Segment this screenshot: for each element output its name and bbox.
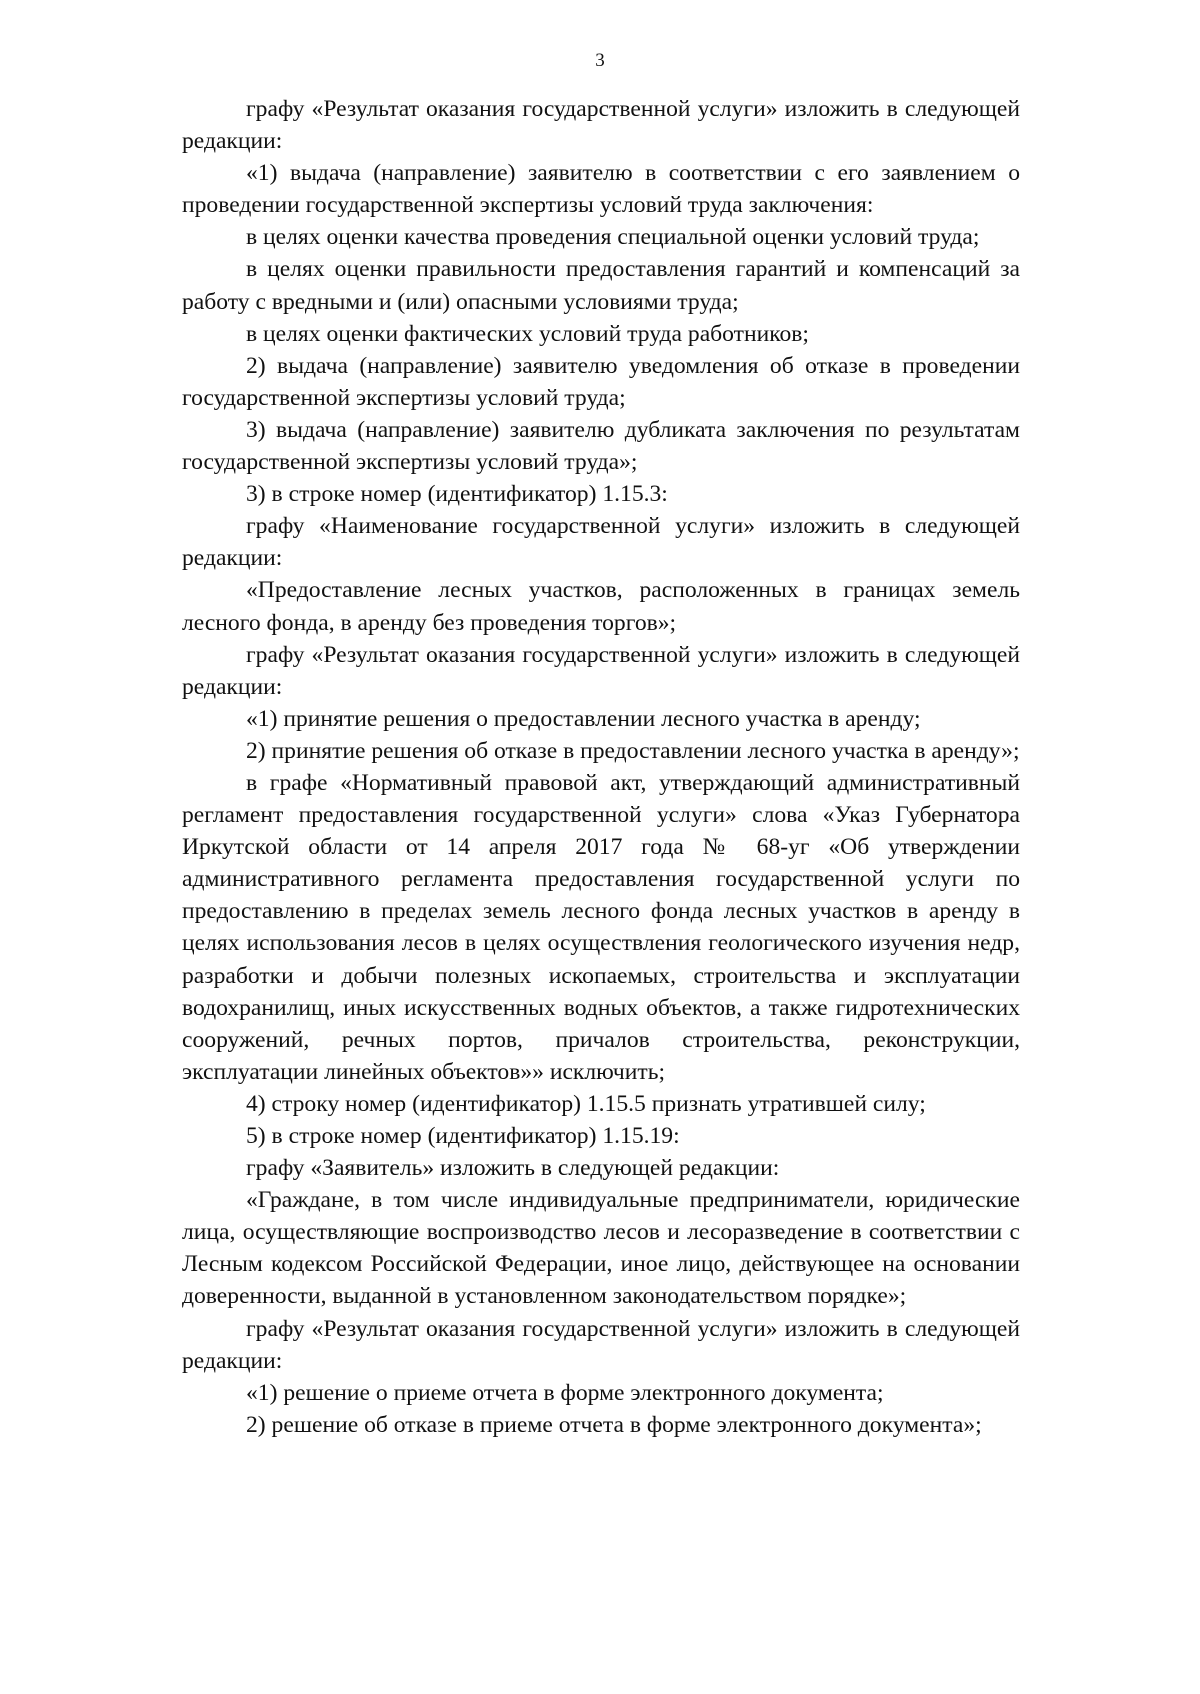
paragraph: графу «Результат оказания государственной услуги» изложить в следующей редакции: [182,1315,1020,1374]
paragraph: «1) решение о приеме отчета в форме электронного документа; [246,1379,884,1406]
document-body [182,93,1020,1441]
paragraph: 3) выдача (направление) заявителю дубликата заключения по результатам государственной экспертизы условий труда»; [182,416,1020,476]
paragraph: 2) решение об отказе в приеме отчета в форме электронного документа»; [246,1411,982,1438]
paragraph: в целях оценки фактических условий труда работников; [246,320,809,347]
paragraph: 2) принятие решения об отказе в предоставлении лесного участка в аренду»; [246,737,1020,764]
paragraph: «1) принятие решения о предоставлении лесного участка в аренду; [246,705,921,732]
paragraph: графу «Наименование государственной услуги» изложить в следующей редакции: [182,513,1020,572]
paragraph: в целях оценки правильности предоставления гарантий и компенсаций за работу с вредными и (или) опасными условиями труда; [182,256,1020,315]
paragraph: графу «Результат оказания государственной услуги» изложить в следующей редакции: [182,96,1020,155]
paragraph: «1) выдача (направление) заявителю в соответствии с его заявлением о проведении государственной экспертизы условий труда заключения: [182,160,1020,219]
paragraph: «Граждане, в том числе индивидуальные предприниматели, юридические лица, осуществляющие воспроизводство лесов и лесоразведение в соответствии с Лесным кодексом Российской Федерации, иное лицо, действующее на основании доверенности, выданной в установленном законодательством порядке»; [182,1187,1020,1310]
page-number: 3 [595,50,605,71]
paragraph: 2) выдача (направление) заявителю уведомления об отказе в проведении государственной экспертизы условий труда; [182,352,1020,411]
paragraph: «Предоставление лесных участков, расположенных в границах земель лесного фонда, в аренду без проведения торгов»; [182,577,1020,636]
paragraph: в целях оценки качества проведения специальной оценки условий труда; [246,224,980,251]
paragraph: 3) в строке номер (идентификатор) 1.15.3: [246,481,668,508]
paragraph: графу «Результат оказания государственной услуги» изложить в следующей редакции: [182,641,1020,700]
paragraph: в графе «Нормативный правовой акт, утверждающий административный регламент предоставления государственной услуги» слова «Указ Губернатора Иркутской области от 14 апреля 2017 года № 68-уг «Об утверждении административного регламента предоставления государственной услуги по предоставлению в пределах земель лесного фонда лесных участков в аренду в целях использования лесов в целях осуществления геологического изучения недр, разработки и добычи полезных ископаемых, строительства и эксплуатации водохранилищ, иных искусственных водных объектов, а также гидротехнических сооружений, речных портов, причалов строительства, реконструкции, эксплуатации линейных объектов»» исключить; [182,769,1020,1085]
paragraph: графу «Заявитель» изложить в следующей редакции: [246,1155,780,1182]
paragraph: 4) строку номер (идентификатор) 1.15.5 признать утратившей силу; [246,1090,926,1117]
paragraph: 5) в строке номер (идентификатор) 1.15.19: [246,1123,680,1149]
